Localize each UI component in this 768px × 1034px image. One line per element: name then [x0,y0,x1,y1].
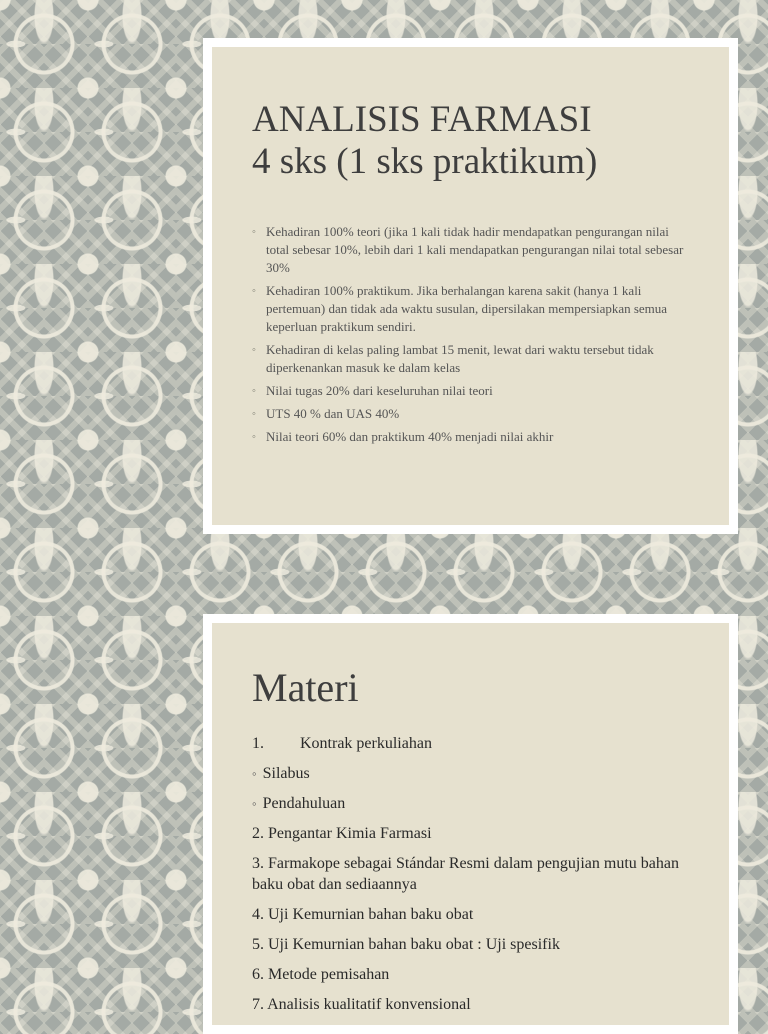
rule-text: Kehadiran 100% teori (jika 1 kali tidak hadir mendapatkan pengurangan nilai total sebesar 10%, lebih dari 1 kali mendapatkan pengurangan nilai total sebesar 30% [266,224,684,275]
materi-subitem [252,763,695,784]
slide-content-panel [212,47,729,525]
materi-item: 2. Pengantar Kimia Farmasi [252,825,432,842]
slide-content-panel [212,623,729,1025]
rule-item [252,428,695,446]
circle-bullet-icon: ◦ [252,431,256,443]
rule-item [252,382,695,400]
circle-bullet-icon: ◦ [252,385,256,397]
rule-item [252,282,695,336]
materi-title: Materi [252,665,359,710]
materi-item-text: Kontrak perkuliahan [300,735,432,752]
circle-bullet-icon: ◦ [252,285,256,297]
materi-item [252,733,695,754]
materi-item: 4. Uji Kemurnian bahan baku obat [252,906,474,923]
materi-subitem [252,793,695,814]
slide-analisis-farmasi [203,38,738,534]
circle-bullet-icon: ◦ [252,796,257,811]
materi-subitem-text: Pendahuluan [262,795,346,812]
title-line-1: ANALISIS FARMASI [252,99,592,140]
rule-text: Kehadiran di kelas paling lambat 15 menit, lewat dari waktu tersebut tidak diperkenankan masuk ke dalam kelas [266,342,654,375]
materi-subitem-text: Silabus [262,765,310,782]
rule-text: Nilai tugas 20% dari keseluruhan nilai teori [266,383,493,398]
materi-item: 6. Metode pemisahan [252,966,390,983]
materi-item: 5. Uji Kemurnian bahan baku obat : Uji spesifik [252,936,560,953]
materi-item-number: 1. [252,735,264,752]
circle-bullet-icon: ◦ [252,766,257,781]
materi-list [252,733,695,1015]
rule-item [252,405,695,423]
rule-item [252,223,695,277]
slide-title [252,99,695,183]
circle-bullet-icon: ◦ [252,344,256,356]
rule-text: UTS 40 % dan UAS 40% [266,406,400,421]
materi-item: 7. Analisis kualitatif konvensional [252,996,471,1013]
title-line-2: 4 sks (1 sks praktikum) [252,141,598,182]
rule-item [252,341,695,377]
slide-materi [203,614,738,1034]
rule-text: Kehadiran 100% praktikum. Jika berhalangan karena sakit (hanya 1 kali pertemuan) dan tidak ada waktu susulan, dipersilakan mempersiapkan semua keperluan praktikum sendiri. [266,283,668,334]
circle-bullet-icon: ◦ [252,408,256,420]
materi-item: 3. Farmakope sebagai Stándar Resmi dalam pengujian mutu bahan baku obat dan sediaannya [252,855,679,893]
rule-text: Nilai teori 60% dan praktikum 40% menjadi nilai akhir [266,429,554,444]
circle-bullet-icon: ◦ [252,226,256,238]
rules-list [252,223,695,446]
